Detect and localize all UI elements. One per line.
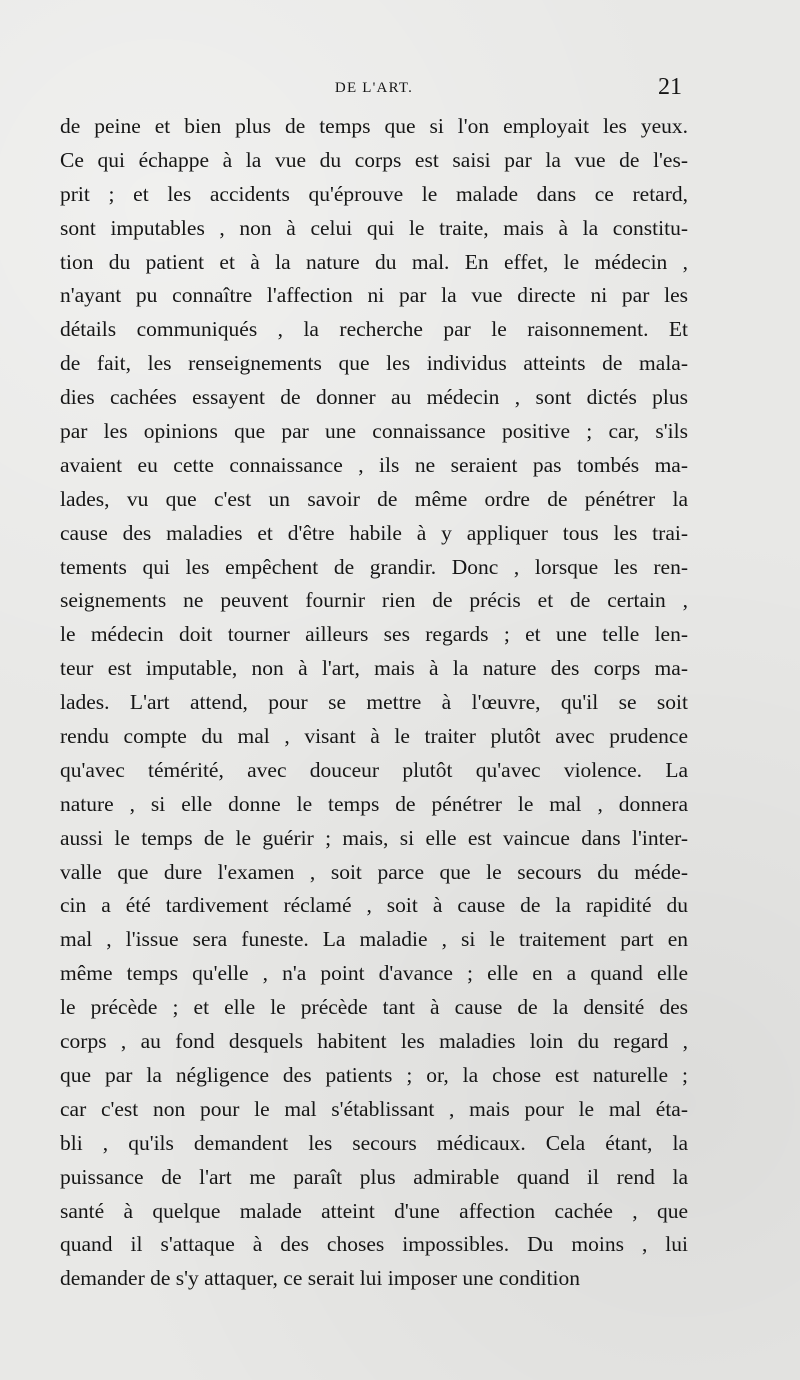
- text-line: cause des maladies et d'être habile à y appliquer tous les trai-: [60, 520, 688, 545]
- text-line: lades, vu que c'est un savoir de même ordre de pénétrer la: [60, 486, 688, 511]
- text-line: car c'est non pour le mal s'établissant , mais pour le mal éta-: [60, 1096, 688, 1121]
- text-line: quand il s'attaque à des choses impossibles. Du moins , lui: [60, 1232, 688, 1257]
- text-line: valle que dure l'examen , soit parce que le secours du méde-: [60, 859, 688, 884]
- text-line: n'ayant pu connaître l'affection ni par la vue directe ni par les: [60, 283, 688, 308]
- text-line: que par la négligence des patients ; or, la chose est naturelle ;: [60, 1062, 688, 1087]
- text-line: cin a été tardivement réclamé , soit à cause de la rapidité du: [60, 893, 688, 918]
- text-line: le médecin doit tourner ailleurs ses regards ; et une telle len-: [60, 622, 688, 647]
- text-line: bli , qu'ils demandent les secours médicaux. Cela étant, la: [60, 1130, 688, 1155]
- text-line: mal , l'issue sera funeste. La maladie , si le traitement part en: [60, 927, 688, 952]
- text-line: tements qui les empêchent de grandir. Donc , lorsque les ren-: [60, 554, 688, 579]
- text-line: dies cachées essayent de donner au médecin , sont dictés plus: [60, 385, 688, 410]
- text-line: par les opinions que par une connaissance positive ; car, s'ils: [60, 419, 688, 444]
- text-line: même temps qu'elle , n'a point d'avance ; elle en a quand elle: [60, 961, 688, 986]
- body-text: [60, 110, 688, 1296]
- text-line: aussi le temps de le guérir ; mais, si elle est vaincue dans l'inter-: [60, 825, 688, 850]
- text-line: nature , si elle donne le temps de pénétrer le mal , donnera: [60, 791, 688, 816]
- text-line: santé à quelque malade atteint d'une affection cachée , que: [60, 1198, 688, 1223]
- text-line: de fait, les renseignements que les individus atteints de mala-: [60, 351, 688, 376]
- text-line: avaient eu cette connaissance , ils ne seraient pas tombés ma-: [60, 452, 688, 477]
- text-line: rendu compte du mal , visant à le traiter plutôt avec prudence: [60, 724, 688, 749]
- text-line: teur est imputable, non à l'art, mais à la nature des corps ma-: [60, 656, 688, 681]
- page-header: [60, 74, 688, 108]
- running-head: DE L'ART.: [334, 80, 414, 96]
- text-line: prit ; et les accidents qu'éprouve le malade dans ce retard,: [60, 181, 688, 206]
- page-number: 21: [658, 74, 682, 100]
- text-line: corps , au fond desquels habitent les maladies loin du regard ,: [60, 1029, 688, 1054]
- text-line: détails communiqués , la recherche par le raisonnement. Et: [60, 317, 688, 342]
- text-line: qu'avec témérité, avec douceur plutôt qu'avec violence. La: [60, 757, 688, 782]
- text-line: lades. L'art attend, pour se mettre à l'œuvre, qu'il se soit: [60, 690, 688, 715]
- text-line: sont imputables , non à celui qui le traite, mais à la constitu-: [60, 215, 688, 240]
- text-line: tion du patient et à la nature du mal. En effet, le médecin ,: [60, 249, 688, 274]
- text-line: puissance de l'art me paraît plus admirable quand il rend la: [60, 1164, 688, 1189]
- text-line: demander de s'y attaquer, ce serait lui imposer une condition: [60, 1266, 581, 1291]
- text-line: de peine et bien plus de temps que si l'on employait les yeux.: [60, 114, 688, 138]
- text-line: le précède ; et elle le précède tant à cause de la densité des: [60, 995, 688, 1020]
- text-line: Ce qui échappe à la vue du corps est saisi par la vue de l'es-: [60, 147, 688, 172]
- text-line: seignements ne peuvent fournir rien de précis et de certain ,: [60, 588, 688, 613]
